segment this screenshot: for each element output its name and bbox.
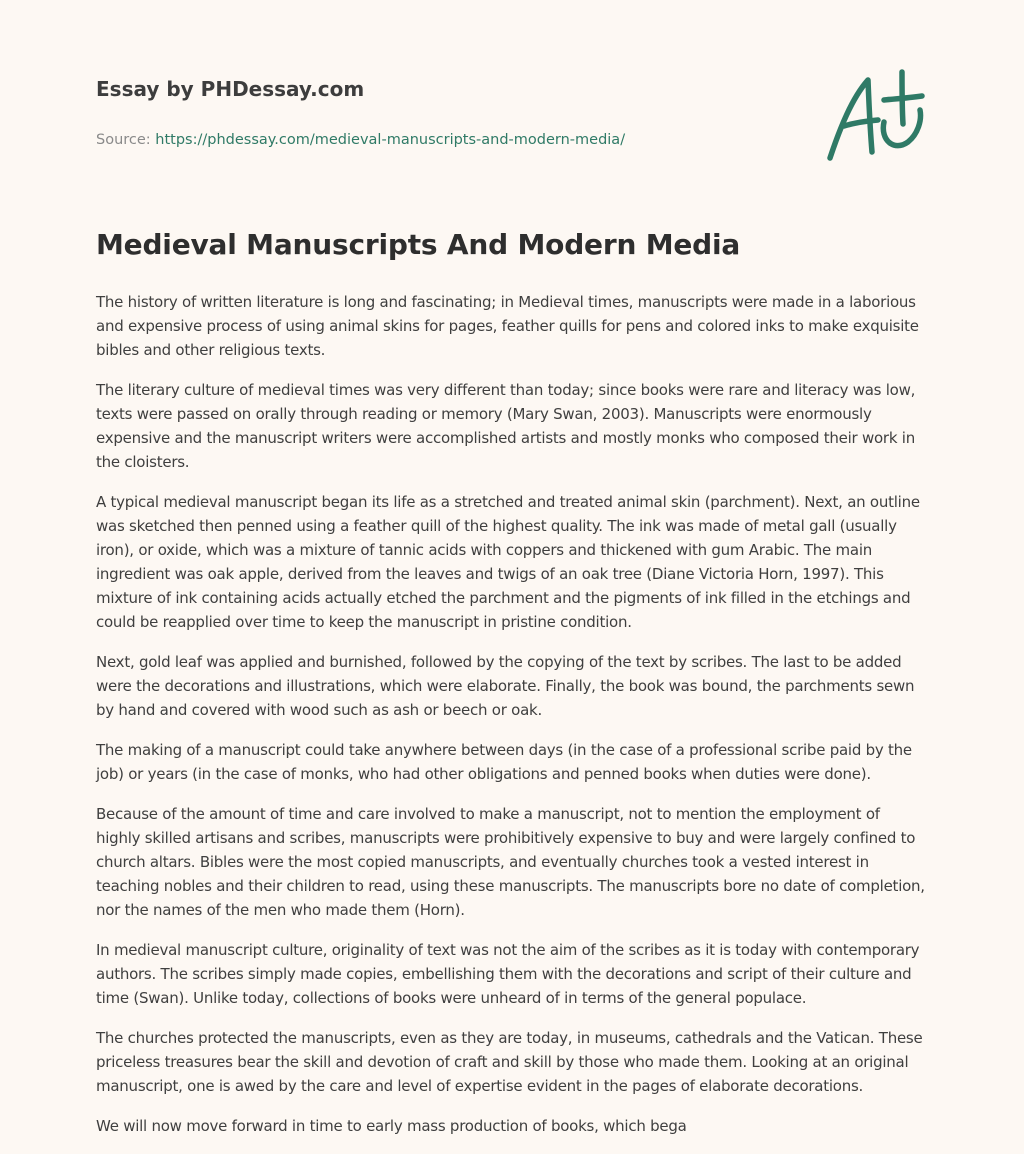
essay-paragraph: The history of written literature is long and fascinating; in Medieval times, manuscripts were made in a laborious and expensive process of using animal skins for pages, feather quills for pens and colored inks to make exquisite bibles and other religious texts. (96, 293, 919, 359)
essay-paragraph: In medieval manuscript culture, originality of text was not the aim of the scribes as it is today with contemporary authors. The scribes simply made copies, embellishing them with the decorations and script of their culture and time (Swan). Unlike today, collections of books were unheard of in terms of the general populace. (96, 941, 920, 1007)
essay-paragraph: Next, gold leaf was applied and burnished, followed by the copying of the text by scribes. The last to be added were the decorations and illustrations, which were elaborate. Finally, the book was bound, the parchments sewn by hand and covered with wood such as ash or beech or oak. (96, 653, 915, 719)
source-line (96, 130, 796, 150)
essay-header (96, 74, 796, 150)
essay-paragraph-truncated: We will now move forward in time to early mass production of books, which bega (96, 1117, 687, 1135)
essay-paragraph: The churches protected the manuscripts, even as they are today, in museums, cathedrals and the Vatican. These priceless treasures bear the skill and devotion of craft and skill by those who made them. Looking at an original manuscript, one is awed by the care and level of expertise evident in the pages of elaborate decorations. (96, 1029, 923, 1095)
brand-title: Essay by PHDessay.com (96, 77, 365, 101)
essay-title: Medieval Manuscripts And Modern Media (96, 228, 741, 261)
essay-paragraph: The making of a manuscript could take anywhere between days (in the case of a professional scribe paid by the job) or years (in the case of monks, who had other obligations and penned books when duties were done). (96, 741, 912, 783)
essay-content (96, 224, 928, 1154)
essay-paragraph: The literary culture of medieval times was very different than today; since books were rare and literacy was low, texts were passed on orally through reading or memory (Mary Swan, 2003). Manuscripts were enormously expensive and the manuscript writers were accomplished artists and mostly monks who composed their work in the cloisters. (96, 381, 916, 471)
source-link[interactable]: https://phdessay.com/medieval-manuscripts-and-modern-media/ (155, 132, 626, 148)
essay-paragraph: A typical medieval manuscript began its life as a stretched and treated animal skin (parchment). Next, an outline was sketched then penned using a feather quill of the highest quality. The ink was made of metal gall (usually iron), or oxide, which was a mixture of tannic acids with coppers and thickened with gum Arabic. The main ingredient was oak apple, derived from the leaves and twigs of an oak tree (Diane Victoria Horn, 1997). This mixture of ink containing acids actually etched the parchment and the pigments of ink filled in the etchings and could be reapplied over time to keep the manuscript in pristine condition. (96, 493, 920, 631)
essay-paragraph: Because of the amount of time and care involved to make a manuscript, not to mention the employment of highly skilled artisans and scribes, manuscripts were prohibitively expensive to buy and were largely confined to church altars. Bibles were the most copied manuscripts, and eventually churches took a vested interest in teaching nobles and their children to read, using these manuscripts. The manuscripts bore no date of completion, nor the names of the men who made them (Horn). (96, 805, 925, 919)
a-plus-logo-icon (822, 66, 928, 166)
source-label: Source: (96, 132, 156, 148)
